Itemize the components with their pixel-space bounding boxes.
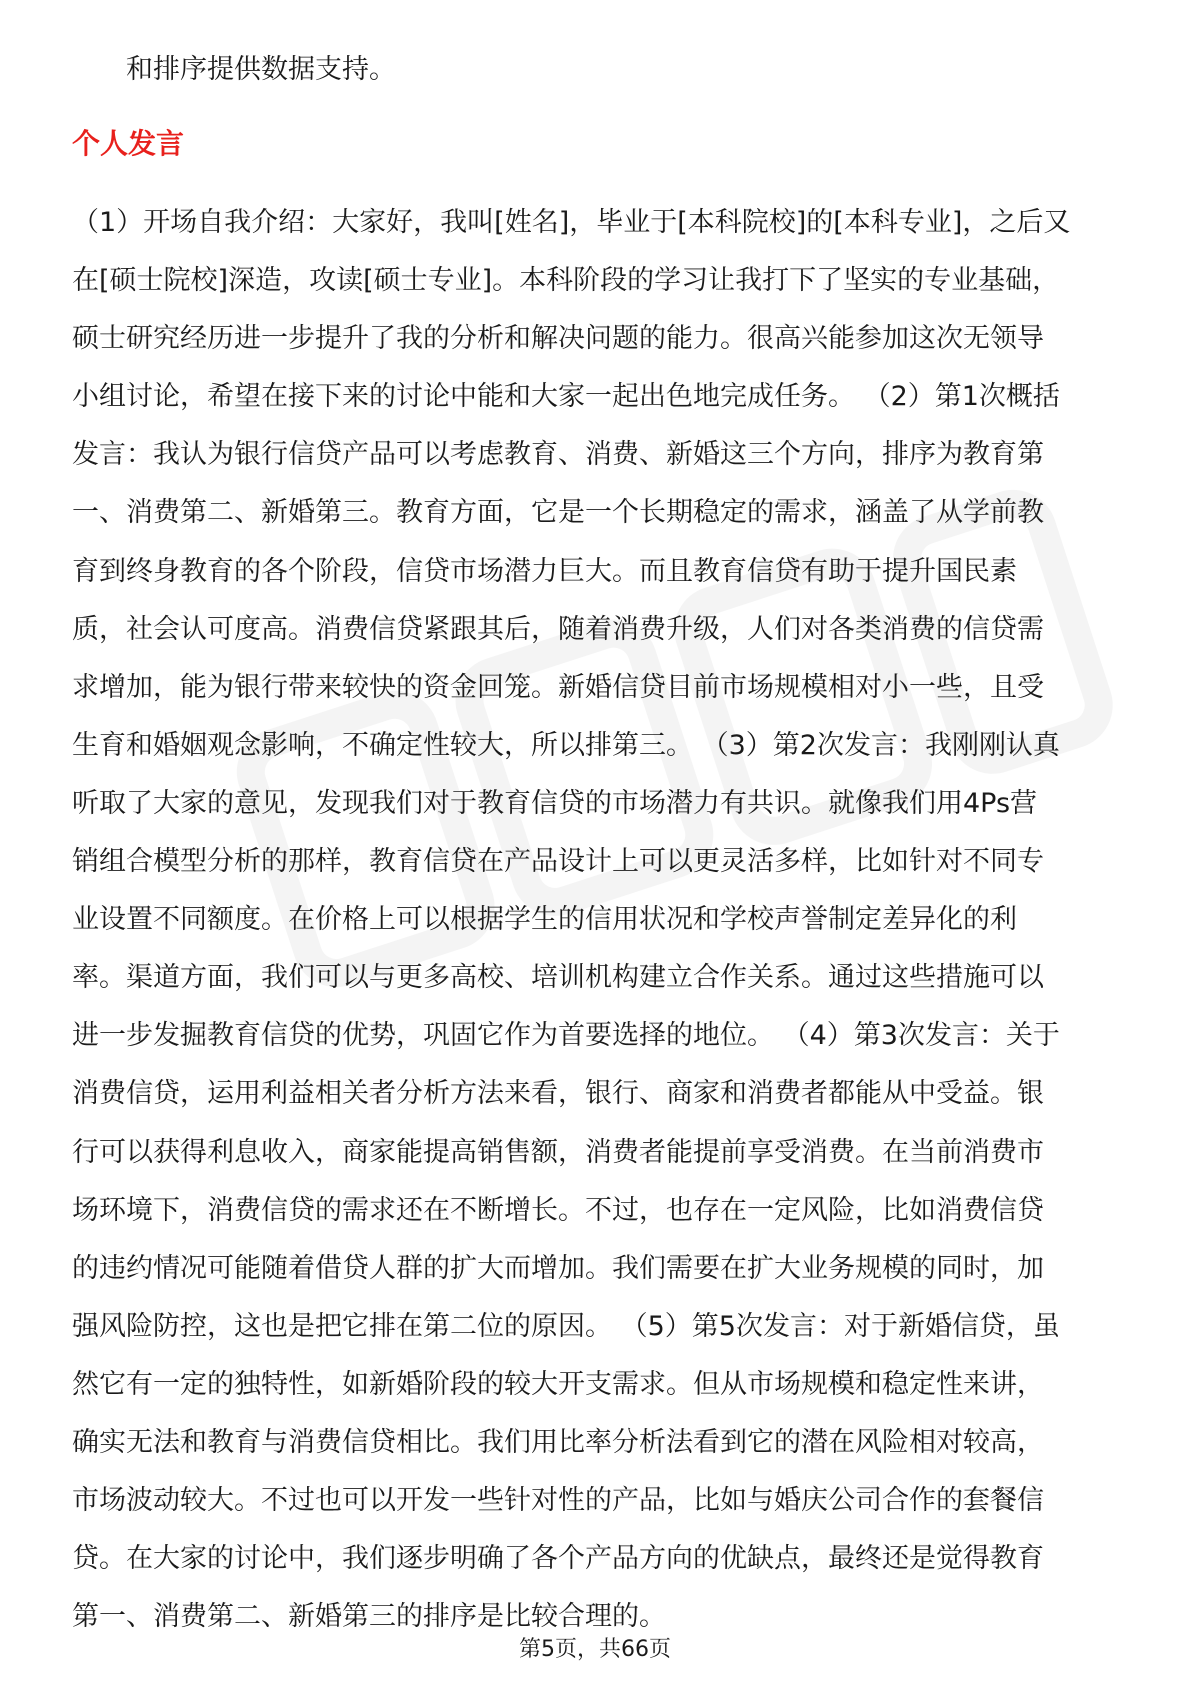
body-line: 在[硕士院校]深造，攻读[硕士专业]。本科阶段的学习让我打下了坚实的专业基础，: [72, 265, 1060, 297]
body-line: 硕士研究经历进一步提升了我的分析和解决问题的能力。很高兴能参加这次无领导: [72, 323, 1044, 355]
body-line: 率。渠道方面，我们可以与更多高校、培训机构建立合作关系。通过这些措施可以: [72, 962, 1044, 994]
section-heading: 个人发言: [72, 127, 185, 160]
body-line: 贷。在大家的讨论中，我们逐步明确了各个产品方向的优缺点，最终还是觉得教育: [72, 1543, 1044, 1575]
body-line: 强风险防控，这也是把它排在第二位的原因。 （5）第5次发言：对于新婚信贷，虽: [72, 1310, 1060, 1342]
body-line: 销组合模型分析的那样，教育信贷在产品设计上可以更灵活多样，比如针对不同专: [72, 846, 1044, 878]
body-line: 场环境下，消费信贷的需求还在不断增长。不过，也存在一定风险，比如消费信贷: [72, 1194, 1044, 1226]
body-line: 发言：我认为银行信贷产品可以考虑教育、消费、新婚这三个方向，排序为教育第: [72, 439, 1044, 471]
body-line: 确实无法和教育与消费信贷相比。我们用比率分析法看到它的潜在风险相对较高，: [72, 1426, 1044, 1458]
body-line: 质，社会认可度高。消费信贷紧跟其后，随着消费升级，人们对各类消费的信贷需: [72, 613, 1044, 645]
body-line: 小组讨论，希望在接下来的讨论中能和大家一起出色地完成任务。 （2）第1次概括: [72, 381, 1060, 413]
body-line: 然它有一定的独特性，如新婚阶段的较大开支需求。但从市场规模和稳定性来讲，: [72, 1368, 1044, 1400]
body-line: 业设置不同额度。在价格上可以根据学生的信用状况和学校声誉制定差异化的利: [72, 904, 1017, 936]
body-line: 行可以获得利息收入，商家能提高销售额，消费者能提前享受消费。在当前消费市: [72, 1136, 1044, 1168]
body-line: 消费信贷，运用利益相关者分析方法来看，银行、商家和消费者都能从中受益。银: [72, 1078, 1044, 1110]
body-line: 求增加，能为银行带来较快的资金回笼。新婚信贷目前市场规模相对小一些，且受: [72, 671, 1044, 703]
body-line: （1）开场自我介绍：大家好，我叫[姓名]，毕业于[本科院校]的[本科专业]，之后又: [72, 207, 1071, 238]
body-line: 进一步发掘教育信贷的优势，巩固它作为首要选择的地位。 （4）第3次发言：关于: [72, 1020, 1060, 1052]
body-line: 第一、消费第二、新婚第三的排序是比较合理的。: [72, 1601, 666, 1633]
body-line: 育到终身教育的各个阶段，信贷市场潜力巨大。而且教育信贷有助于提升国民素: [72, 555, 1017, 587]
body-text: [72, 194, 1132, 1646]
body-line: 一、消费第二、新婚第三。教育方面，它是一个长期稳定的需求，涵盖了从学前教: [72, 497, 1044, 529]
body-line: 生育和婚姻观念影响，不确定性较大，所以排第三。 （3）第2次发言：我刚刚认真: [72, 729, 1060, 761]
body-line: 的违约情况可能随着借贷人群的扩大而增加。我们需要在扩大业务规模的同时，加: [72, 1252, 1044, 1284]
body-line: 听取了大家的意见，发现我们对于教育信贷的市场潜力有共识。就像我们用4Ps营: [72, 787, 1038, 819]
body-line: 市场波动较大。不过也可以开发一些针对性的产品，比如与婚庆公司合作的套餐信: [72, 1485, 1044, 1517]
page-number-footer: 第5页，共66页: [519, 1637, 671, 1662]
lead-line: 和排序提供数据支持。: [126, 54, 396, 85]
